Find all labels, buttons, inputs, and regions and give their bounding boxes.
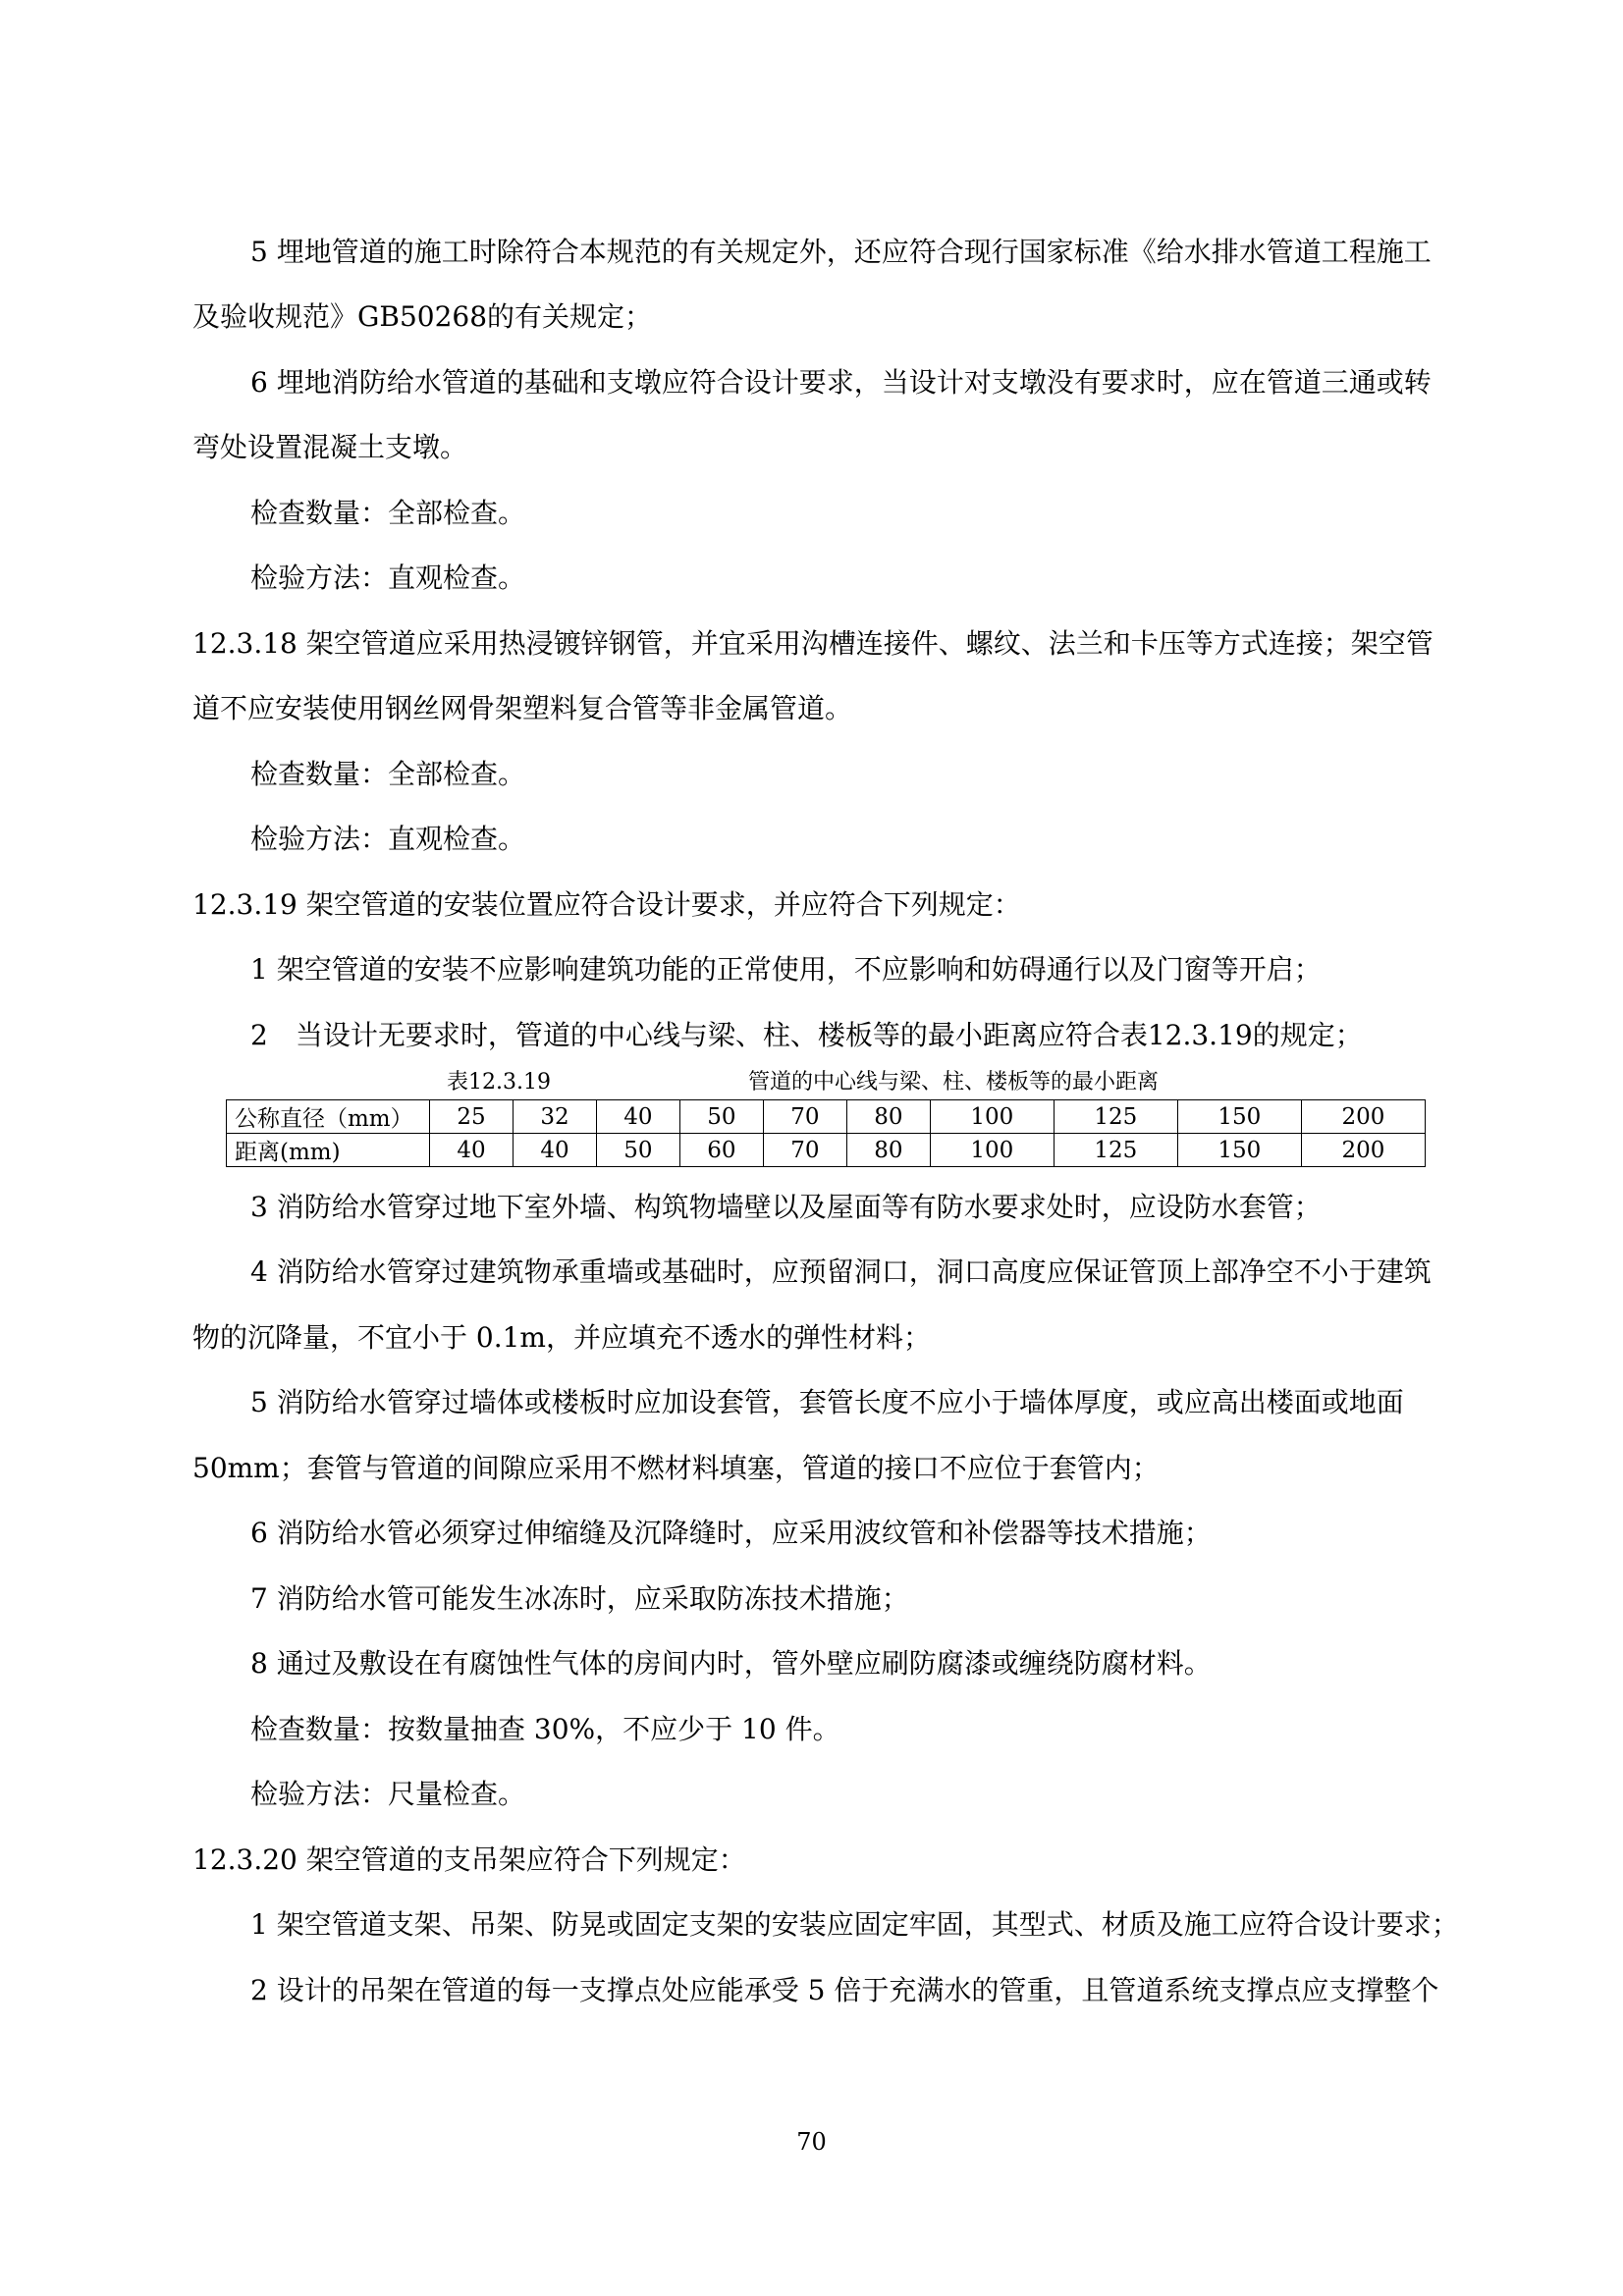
table-cell: 70 [763, 1100, 846, 1134]
paragraph-line: 检查数量：按数量抽查 30%，不应少于 10 件。 [250, 1713, 840, 1745]
row-label: 距离(mm) [227, 1134, 430, 1167]
table-cell: 150 [1177, 1134, 1301, 1167]
table-cell: 80 [846, 1100, 930, 1134]
paragraph-line: 2 设计的吊架在管道的每一支撑点处应能承受 5 倍于充满水的管重，且管道系统支撑点应支撑整个 [250, 1974, 1439, 2006]
table-cell: 200 [1301, 1134, 1425, 1167]
table-cell: 125 [1054, 1100, 1177, 1134]
row-label: 公称直径（mm） [227, 1100, 430, 1134]
paragraph-line: 检查数量：全部检查。 [250, 758, 526, 790]
min-distance-table [226, 1099, 1426, 1167]
paragraph-line: 3 消防给水管穿过地下室外墙、构筑物墙壁以及屋面等有防水要求处时，应设防水套管； [250, 1191, 1322, 1223]
paragraph-line: 弯处设置混凝土支墩。 [192, 431, 468, 463]
table-number: 表12.3.19 [447, 1070, 551, 1095]
paragraph-line: 道不应安装使用钢丝网骨架塑料复合管等非金属管道。 [192, 692, 853, 724]
paragraph-line: 8 通过及敷设在有腐蚀性气体的房间内时，管外壁应刷防腐漆或缠绕防腐材料。 [250, 1647, 1212, 1680]
table-cell: 25 [430, 1100, 514, 1134]
table-cell: 70 [763, 1134, 846, 1167]
table-cell: 100 [930, 1100, 1054, 1134]
paragraph-line: 50mm；套管与管道的间隙应采用不燃材料填塞，管道的接口不应位于套管内； [192, 1452, 1160, 1484]
table-row [227, 1100, 1426, 1134]
table-cell: 40 [596, 1100, 679, 1134]
paragraph-line: 2 当设计无要求时，管道的中心线与梁、柱、楼板等的最小距离应符合表12.3.19的规定； [250, 1019, 1363, 1051]
table-cell: 60 [679, 1134, 763, 1167]
table-cell: 100 [930, 1134, 1054, 1167]
paragraph-line: 5 消防给水管穿过墙体或楼板时应加设套管，套管长度不应小于墙体厚度，或应高出楼面或地面 [250, 1386, 1404, 1418]
paragraph-line: 物的沉降量，不宜小于 0.1m，并应填充不透水的弹性材料； [192, 1321, 931, 1354]
table-cell: 80 [846, 1134, 930, 1167]
section-clause-line: 12.3.18 架空管道应采用热浸镀锌钢管，并宜采用沟槽连接件、螺纹、法兰和卡压等方式连接；架空管 [192, 627, 1434, 660]
table-cell: 150 [1177, 1100, 1301, 1134]
paragraph-line: 检验方法：直观检查。 [250, 561, 526, 594]
paragraph-line: 6 消防给水管必须穿过伸缩缝及沉降缝时，应采用波纹管和补偿器等技术措施； [250, 1517, 1212, 1549]
paragraph-line: 6 埋地消防给水管道的基础和支墩应符合设计要求，当设计对支墩没有要求时，应在管道三通或转 [250, 366, 1432, 399]
table-cell: 50 [679, 1100, 763, 1134]
paragraph-line: 及验收规范》GB50268的有关规定； [192, 300, 653, 333]
table-cell: 32 [513, 1100, 596, 1134]
section-clause-line: 12.3.19 架空管道的安装位置应符合设计要求，并应符合下列规定： [192, 888, 1021, 921]
paragraph-line: 检验方法：直观检查。 [250, 823, 526, 855]
paragraph-line: 5 埋地管道的施工时除符合本规范的有关规定外，还应符合现行国家标准《给水排水管道工程施工 [250, 236, 1432, 268]
paragraph-line: 7 消防给水管可能发生冰冻时，应采取防冻技术措施； [250, 1582, 909, 1615]
paragraph-line: 1 架空管道的安装不应影响建筑功能的正常使用，不应影响和妨碍通行以及门窗等开启； [250, 953, 1322, 986]
table-row [227, 1134, 1426, 1167]
table-cell: 40 [513, 1134, 596, 1167]
table-cell: 125 [1054, 1134, 1177, 1167]
table-cell: 50 [596, 1134, 679, 1167]
table-cell: 200 [1301, 1100, 1425, 1134]
paragraph-line: 4 消防给水管穿过建筑物承重墙或基础时，应预留洞口，洞口高度应保证管顶上部净空不小于建筑 [250, 1255, 1432, 1288]
paragraph-line: 1 架空管道支架、吊架、防晃或固定支架的安装应固定牢固，其型式、材质及施工应符合设计要求； [250, 1908, 1459, 1941]
paragraph-line: 检验方法：尺量检查。 [250, 1778, 526, 1810]
section-clause-line: 12.3.20 架空管道的支吊架应符合下列规定： [192, 1843, 746, 1876]
table-cell: 40 [430, 1134, 514, 1167]
table-title: 管道的中心线与梁、柱、楼板等的最小距离 [748, 1070, 1160, 1095]
page-number: 70 [796, 2128, 827, 2156]
paragraph-line: 检查数量：全部检查。 [250, 497, 526, 529]
